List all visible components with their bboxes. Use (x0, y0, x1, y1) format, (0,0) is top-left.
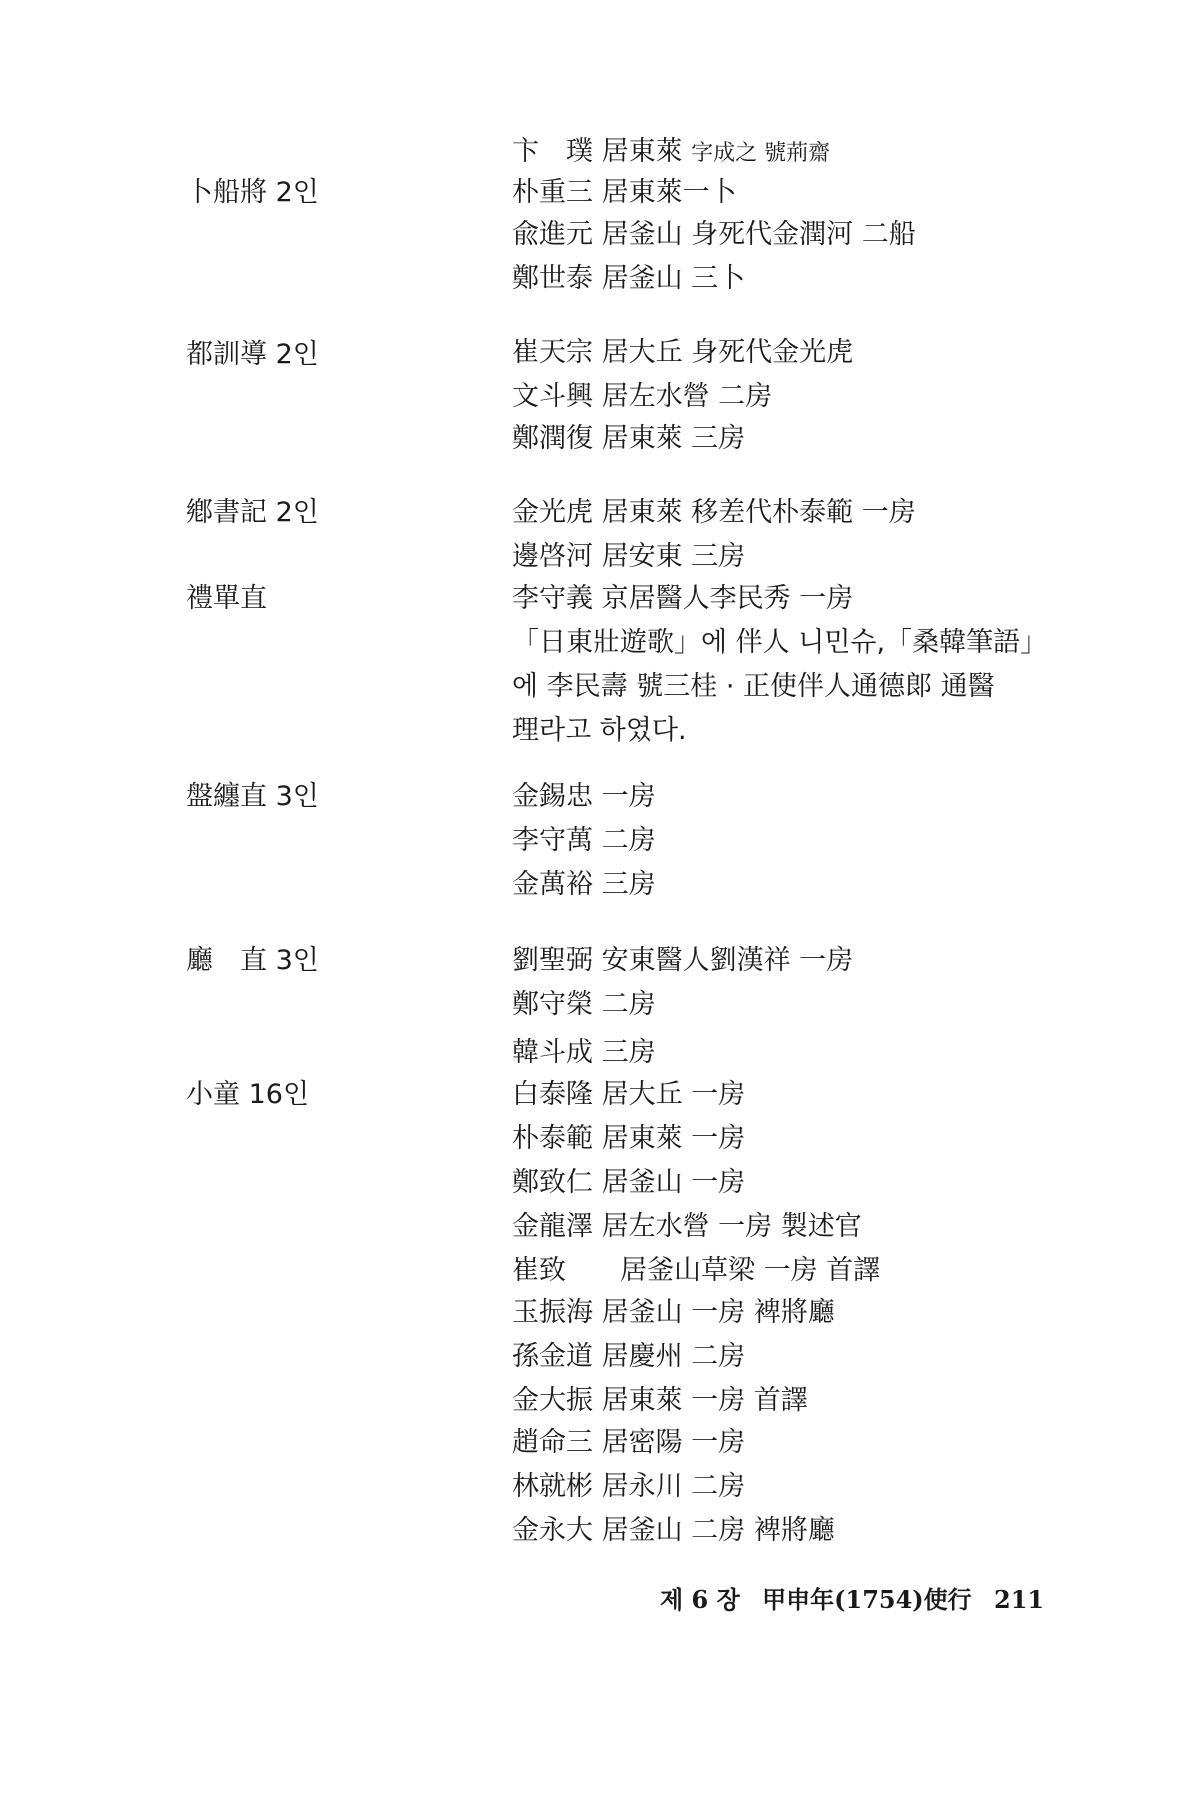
entry-line: 兪進元 居釜山 身死代金潤河 二船 (512, 219, 916, 250)
entry-line: 趙命三 居密陽 一房 (512, 1427, 746, 1458)
entry-line: 白泰隆 居大丘 一房 (512, 1079, 746, 1110)
entry-line: 金大振 居東萊 一房 首譯 (512, 1385, 808, 1416)
entry-line: 鄭世泰 居釜山 三卜 (512, 263, 746, 294)
entry-line (512, 135, 830, 171)
entry-line: 鄭潤復 居東萊 三房 (512, 423, 746, 454)
entry-line: 金龍澤 居左水營 一房 製述官 (512, 1211, 862, 1242)
role-label: 盤纏直 3인 (186, 781, 319, 812)
entry-line: 李守義 京居醫人李民秀 一房 (512, 583, 854, 614)
entry-line: 金光虎 居東萊 移差代朴泰範 一房 (512, 497, 916, 528)
entry-line: 孫金道 居慶州 二房 (512, 1341, 746, 1372)
entry-line: 李守萬 二房 (512, 825, 656, 856)
entry-line: 玉振海 居釜山 一房 裨將廳 (512, 1297, 835, 1328)
entry-line: 文斗興 居左水營 二房 (512, 381, 773, 412)
entry-line: 朴重三 居東萊一卜 (512, 177, 737, 208)
entry-line: 鄭致仁 居釜山 一房 (512, 1167, 746, 1198)
entry-line: 金錫忠 一房 (512, 781, 656, 812)
note-line: 「日東壯遊歌」에 伴人 니민슈,「桑韓筆語」 (512, 627, 1048, 658)
role-label: 卜船將 2인 (186, 177, 319, 208)
role-label: 禮單直 (186, 583, 267, 614)
chapter-title: 甲申年(1754)使行 (762, 1585, 972, 1614)
role-label: 小童 16인 (186, 1079, 310, 1110)
role-label: 鄕書記 2인 (186, 497, 319, 528)
entry-line: 林就彬 居永川 二房 (512, 1471, 746, 1502)
chapter-label: 제 6 장 (660, 1585, 740, 1614)
role-label: 廳 直 3인 (186, 945, 319, 976)
entry-line: 崔天宗 居大丘 身死代金光虎 (512, 337, 854, 368)
note-line: 에 李民壽 號三桂 · 正使伴人通德郞 通醫 (512, 671, 995, 702)
entry-line: 崔致 居釜山草梁 一房 首譯 (512, 1255, 881, 1286)
entry-line: 鄭守榮 二房 (512, 989, 656, 1020)
entry-line: 朴泰範 居東萊 一房 (512, 1123, 746, 1154)
entry-line: 金永大 居釜山 二房 裨將廳 (512, 1515, 835, 1546)
entry-small-text: 字成之 號荊齋 (691, 141, 831, 166)
entry-line: 邊啓河 居安東 三房 (512, 541, 746, 572)
entry-line: 韓斗成 三房 (512, 1037, 656, 1068)
note-line: 理라고 하였다. (512, 715, 687, 746)
page-footer (660, 1580, 1058, 1615)
entry-line: 金萬裕 三房 (512, 869, 656, 900)
page-number: 211 (994, 1585, 1045, 1614)
role-label: 都訓導 2인 (186, 339, 319, 370)
entry-line: 劉聖弼 安東醫人劉漢祥 一房 (512, 945, 854, 976)
entry-main-text: 卞 璞 居東萊 (512, 136, 692, 167)
